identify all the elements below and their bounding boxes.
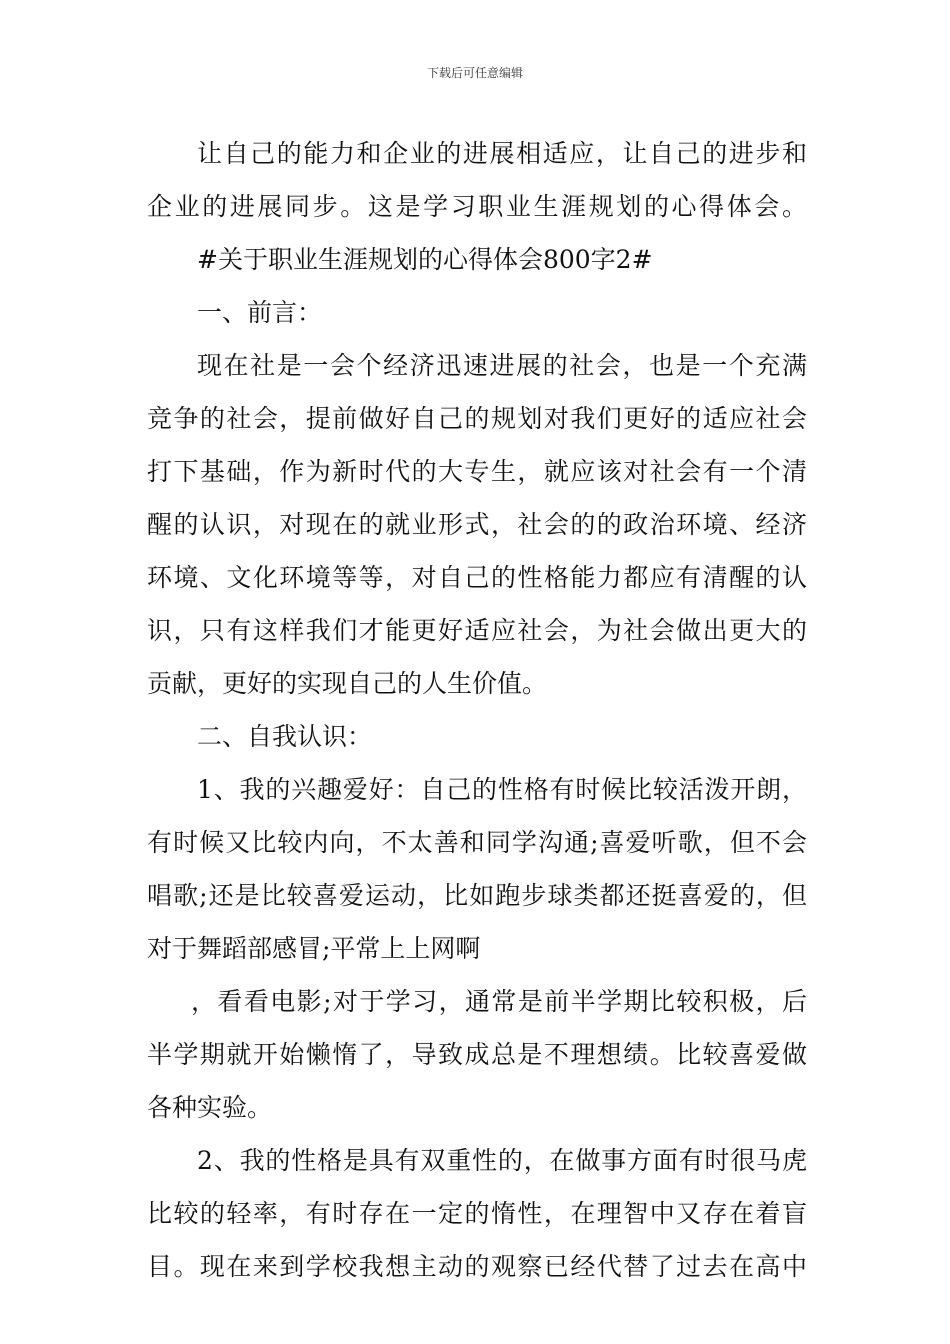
text-line: 各种实验。 [147,1093,273,1122]
text-line: 有时候又比较内向，不太善和同学沟通;喜爱听歌，但不会 [147,828,807,857]
text-line: 现在社是一会个经济迅速进展的社会，也是一个充满 [197,351,807,380]
text-line: 让自己的能力和企业的进展相适应，让自己的进步和 [197,139,807,168]
text-line: 唱歌;还是比较喜爱运动，比如跑步球类都还挺喜爱的，但 [147,881,807,910]
text-line: 识，只有这样我们才能更好适应社会，为社会做出更大的 [147,616,807,645]
document-body [147,127,807,1293]
section-heading: 二、自我认识： [197,722,373,751]
text-line: 目。现在来到学校我想主动的观察已经代替了过去在高中 [147,1252,807,1281]
text-line: ，看看电影;对于学习，通常是前半学期比较积极，后 [191,987,807,1016]
section-heading: #关于职业生涯规划的心得体会800字2# [197,245,653,274]
text-line: 醒的认识，对现在的就业形式，社会的的政治环境、经济 [147,510,807,539]
page-header: 下载后可任意编辑 [426,66,523,80]
text-line: 打下基础，作为新时代的大专生，就应该对社会有一个清 [147,457,807,486]
text-line: 环境、文化环境等等，对自己的性格能力都应有清醒的认 [147,563,807,592]
text-line: 贡献，更好的实现自己的人生价值。 [147,669,548,698]
text-line: 2、我的性格是具有双重性的，在做事方面有时很马虎 [197,1146,807,1175]
text-line: 半学期就开始懒惰了，导致成总是不理想绩。比较喜爱做 [147,1040,807,1069]
text-line: 竞争的社会，提前做好自己的规划对我们更好的适应社会 [147,404,807,433]
text-line: 对于舞蹈部感冒;平常上上网啊 [147,934,481,963]
text-line: 比较的轻率，有时存在一定的惰性，在理智中又存在着盲 [147,1199,807,1228]
text-line: 企业的进展同步。这是学习职业生涯规划的心得体会。 [147,192,807,221]
section-heading: 一、前言： [197,298,323,327]
text-line: 1、我的兴趣爱好：自己的性格有时候比较活泼开朗， [197,775,807,804]
